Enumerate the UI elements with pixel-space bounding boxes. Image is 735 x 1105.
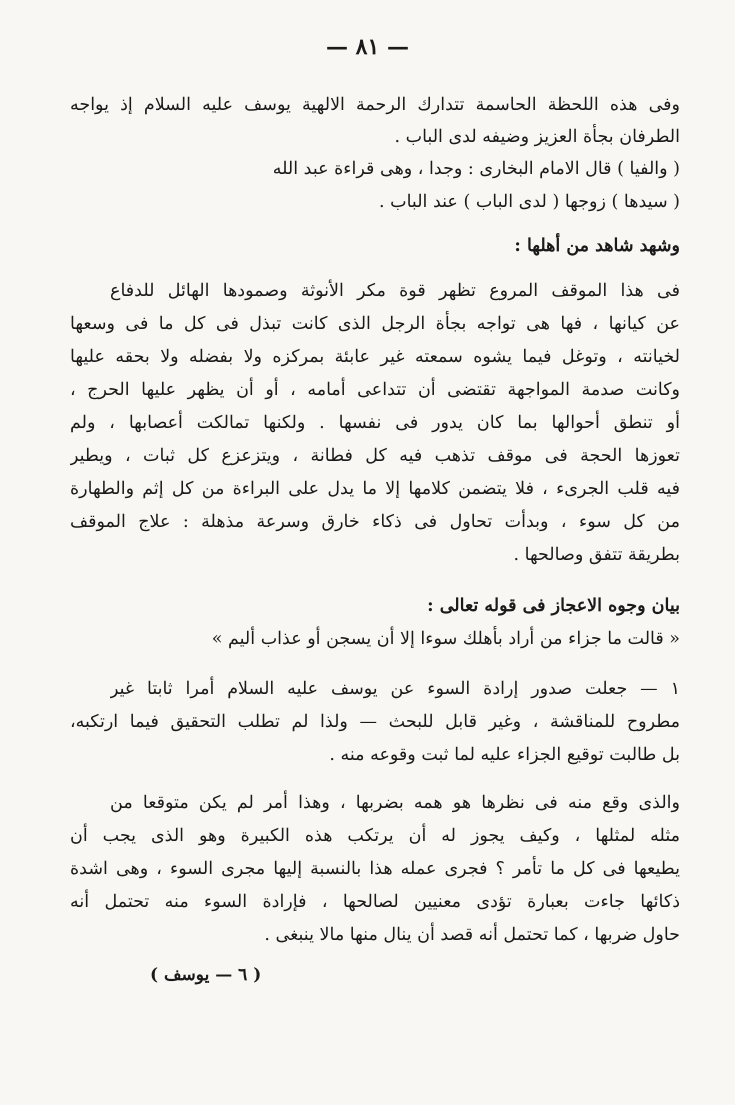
text-line: ١ — جعلت صدور إرادة السوء عن يوسف عليه السلام أمرا ثابتا غير — [110, 679, 680, 699]
text-line: أو تنطق أحوالها بما كان يدور فى نفسها . ولكنها تمالكت أعصابها ، ولم — [70, 413, 680, 433]
text-line: حاول ضربها ، كما تحتمل أنه قصد أن ينال منها مالا ينبغى . — [264, 925, 680, 945]
text-line: الطرفان بجأة العزيز وضيفه لدى الباب . — [394, 127, 680, 147]
text-line: ذكائها جاءت بعبارة تؤدى معنيين لصالحها ، فإرادة السوء منه تحتمل أنه — [70, 892, 680, 912]
text-line: ( سيدها ) زوجها ( لدى الباب ) عند الباب . — [379, 192, 680, 212]
section-heading: بيان وجوه الاعجاز فى قوله تعالى : — [427, 596, 680, 616]
text-line: وكانت صدمة المواجهة تقتضى أن تتداعى أمامه ، أو أن يظهر عليها الحرج ، — [70, 380, 680, 400]
text-line: فى هذا الموقف المروع تظهر قوة مكر الأنوثة وصمودها الهائل للدفاع — [110, 281, 680, 301]
text-line: فيه قلب الجرىء ، فلا يتضمن كلامها إلا ما يدل على البراءة من كل إثم والطهارة — [70, 479, 680, 499]
text-line: مثله لمثلها ، وكيف يجوز له أن يرتكب هذه الكبيرة وهو الذى يجب أن — [70, 826, 680, 846]
footer-signature: ( ٦ — يوسف ) — [150, 965, 262, 985]
text-line: من كل سوء ، وبدأت تحاول فى ذكاء خارق وسرعة مذهلة : علاج الموقف — [70, 512, 680, 532]
text-line: بطريقة تتفق وصالحها . — [513, 545, 680, 565]
text-line: مطروح للمناقشة ، وغير قابل للبحث — ولذا لم تطلب التحقيق فيما ارتكبه، — [70, 712, 680, 732]
quran-verse: « قالت ما جزاء من أراد بأهلك سوءا إلا أن يسجن أو عذاب أليم » — [211, 629, 680, 649]
text-line: وفى هذه اللحظة الحاسمة تتدارك الرحمة الالهية يوسف عليه السلام إذ يواجه — [70, 95, 680, 115]
text-line: عن كيانها ، فها هى تواجه بجأة الرجل الذى كانت تبذل فى كل ما فى وسعها — [70, 314, 680, 334]
page-number: — ٨١ — — [326, 34, 409, 60]
text-line: ( والفيا ) قال الامام البخارى : وجدا ، وهى قراءة عبد الله — [272, 159, 680, 179]
text-line: لخيانته ، وتوغل فيما يشوه سمعته غير عابئة بمركزه ولا بفضله ولا بحقه عليها — [70, 347, 680, 367]
text-line: بل طالبت توقيع الجزاء عليه لما ثبت وقوعه منه . — [329, 745, 680, 765]
section-heading: وشهد شاهد من أهلها : — [514, 236, 680, 256]
text-line: يطيعها فى كل ما تأمر ؟ فجرى عمله هذا بالنسبة إليها مجرى السوء ، وهى اشدة — [70, 859, 680, 879]
text-line: والذى وقع منه فى نظرها هو همه بضربها ، وهذا أمر لم يكن متوقعا من — [110, 793, 680, 813]
text-line: تعوزها الحجة فى موقف تذهب فيه كل فطانة ، ويتزعزع كل ثبات ، ويطير — [70, 446, 680, 466]
